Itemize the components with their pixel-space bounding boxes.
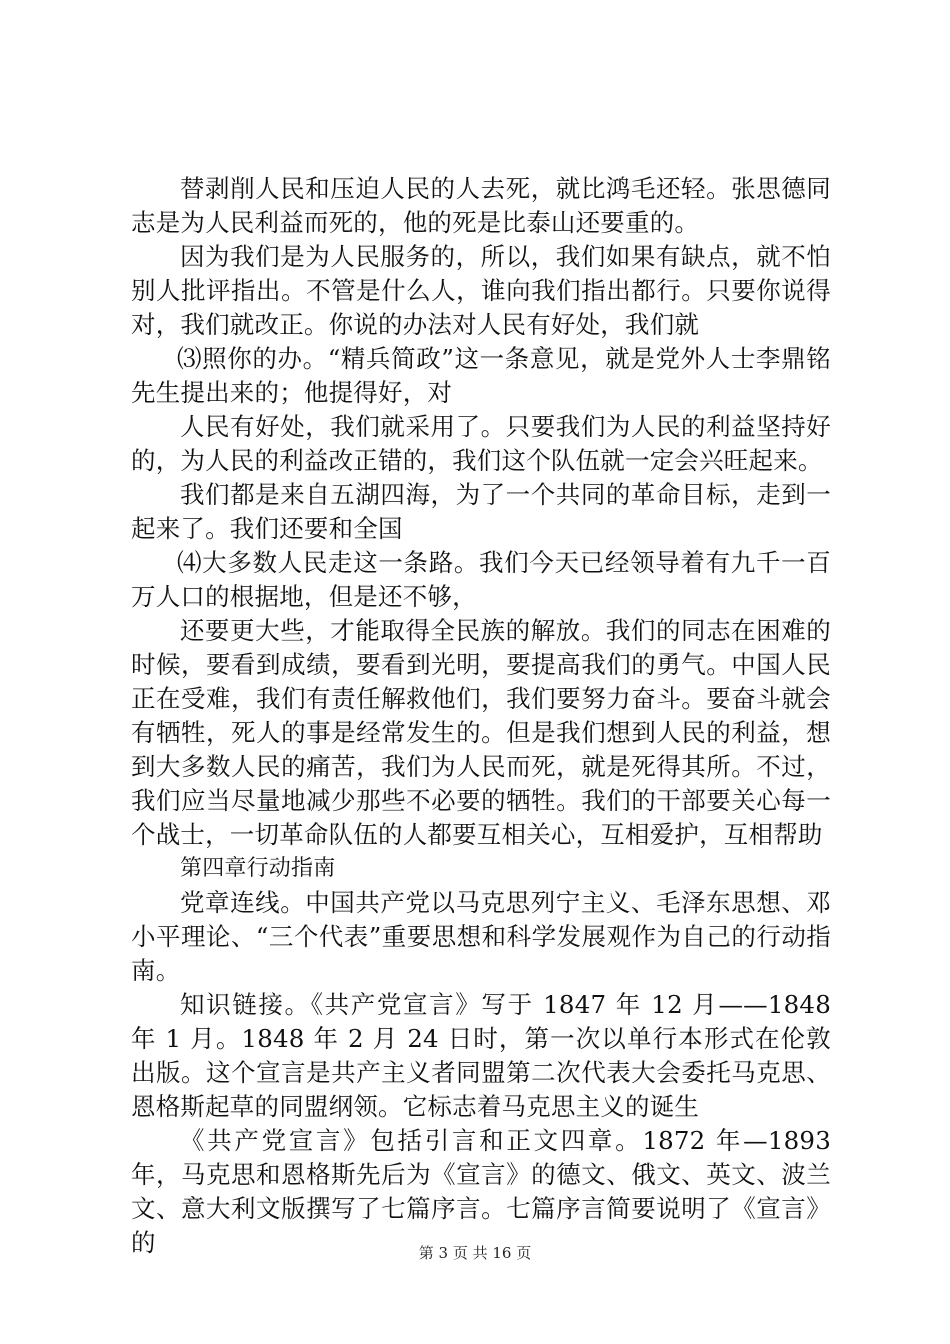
page-number-footer: 第 3 页 共 16 页 xyxy=(418,1244,532,1262)
paragraph: 知识链接。《共产党宣言》写于 1847 年 12 月——1848 年 1 月。1848 年 2 月 24 日时，第一次以单行本形式在伦敦出版。这个宣言是共产主义者同盟第二次代表大会委托马克思、恩格斯起草的同盟纲领。它标志着马克思主义的诞生 xyxy=(131,990,831,1121)
paragraph: ⑶照你的办。“精兵简政”这一条意见，就是党外人士李鼎铭先生提出来的；他提得好，对 xyxy=(131,344,831,407)
paragraph: 替剥削人民和压迫人民的人去死，就比鸿毛还轻。张思德同志是为人民利益而死的，他的死是比泰山还要重的。 xyxy=(131,174,831,237)
paragraph: 党章连线。中国共产党以马克思列宁主义、毛泽东思想、邓小平理论、“三个代表”重要思想和科学发展观作为自己的行动指南。 xyxy=(131,888,831,985)
paragraph: 还要更大些，才能取得全民族的解放。我们的同志在困难的时候，要看到成绩，要看到光明，要提高我们的勇气。中国人民正在受难，我们有责任解救他们，我们要努力奋斗。要奋斗就会有牺牲，死人的事是经常发生的。但是我们想到人民的利益，想到大多数人民的痛苦，我们为人民而死，就是死得其所。不过，我们应当尽量地减少那些不必要的牺牲。我们的干部要关心每一个战士，一切革命队伍的人都要互相关心，互相爱护，互相帮助 xyxy=(131,616,831,849)
paragraph: 因为我们是为人民服务的，所以，我们如果有缺点，就不怕别人批评指出。不管是什么人，谁向我们指出都行。只要你说得对，我们就改正。你说的办法对人民有好处，我们就 xyxy=(131,242,831,339)
paragraph: ⑷大多数人民走这一条路。我们今天已经领导着有九千一百万人口的根据地，但是还不够， xyxy=(131,548,831,611)
paragraph: 人民有好处，我们就采用了。只要我们为人民的利益坚持好的，为人民的利益改正错的，我们这个队伍就一定会兴旺起来。 xyxy=(131,412,831,475)
paragraph: 《共产党宣言》包括引言和正文四章。1872 年—1893 年，马克思和恩格斯先后为《宣言》的德文、俄文、英文、波兰文、意大利文版撰写了七篇序言。七篇序言简要说明了《宣言》的 xyxy=(131,1126,831,1257)
section-heading: 第四章行动指南 xyxy=(180,856,336,881)
paragraph: 我们都是来自五湖四海，为了一个共同的革命目标，走到一起来了。我们还要和全国 xyxy=(131,480,831,543)
document-body xyxy=(131,172,831,1260)
